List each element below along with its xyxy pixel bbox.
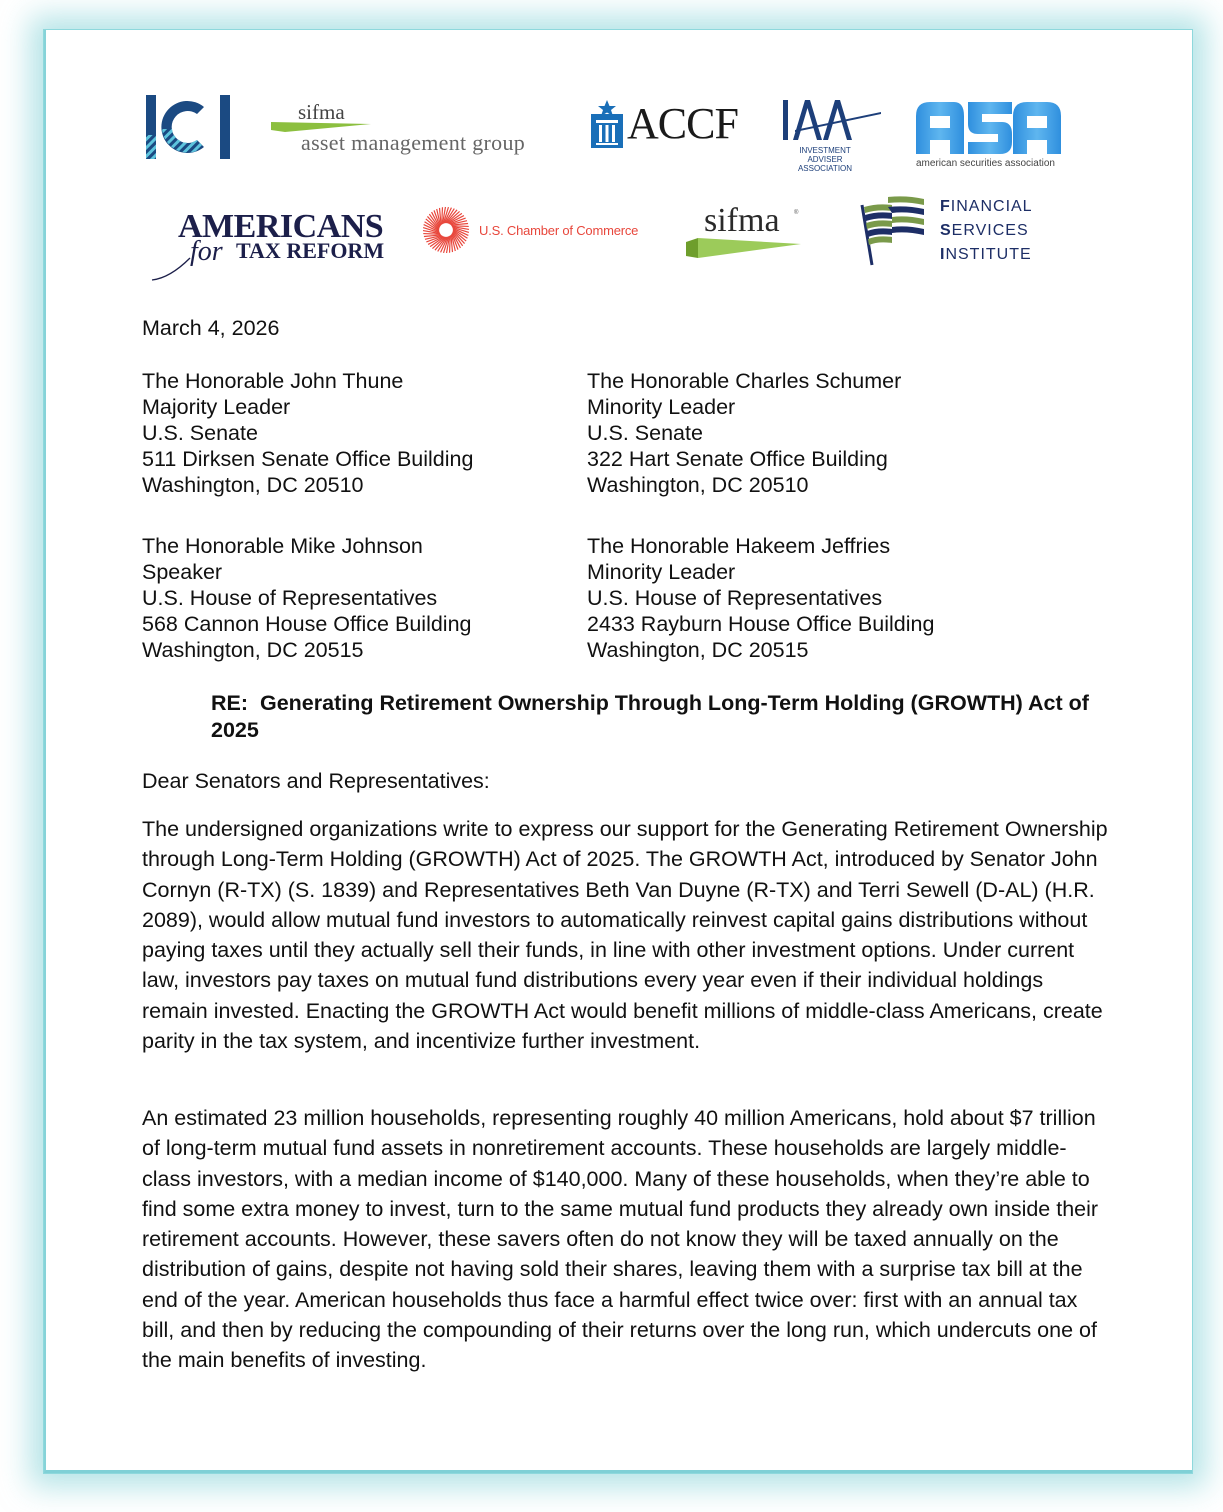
fsi-logo xyxy=(858,195,1033,267)
salutation: Dear Senators and Representatives: xyxy=(142,769,490,793)
addressee-block: The Honorable Hakeem Jeffries Minority Leader U.S. House of Representatives 2433 Rayburn House Office Building Washington, DC 20515 xyxy=(587,534,935,662)
flag-icon xyxy=(858,195,930,267)
letter-date: March 4, 2026 xyxy=(142,316,280,340)
body-paragraph: The undersigned organizations write to express our support for the Generating Retirement Ownership through Long-Term Holding (GROWTH) Act of 2025. The GROWTH Act, introduced by Senator John Cornyn (R-TX) (S. 1839) and Representatives Beth Van Duyne (R-TX) and Terri Sewell (D-AL) (H.R. 2089), would allow mutual fund investors to automatically reinvest capital gains distributions without paying taxes until they actually sell their funds, in line with other investment options. Under current law, investors pay taxes on mutual fund distributions every year even if their individual holdings remain invested. Enacting the GROWTH Act would benefit millions of middle-class Americans, create parity in the tax system, and incentivize further investment. xyxy=(142,817,1108,1054)
addressee-block: The Honorable Mike Johnson Speaker U.S. House of Representatives 568 Cannon House Office Building Washington, DC 20515 xyxy=(142,534,472,662)
addressee-block: The Honorable John Thune Majority Leader U.S. Senate 511 Dirksen Senate Office Building Washington, DC 20510 xyxy=(142,369,474,497)
ici-logo xyxy=(146,95,230,159)
fsi-line-1: FINANCIAL xyxy=(940,198,1033,215)
iaa-mark-icon xyxy=(783,98,883,146)
addressee-block: The Honorable Charles Schumer Minority Leader U.S. Senate 322 Hart Senate Office Building Washington, DC 20510 xyxy=(587,369,902,497)
subject-line: RE: Generating Retirement Ownership Through Long-Term Holding (GROWTH) Act of 2025 xyxy=(211,691,1095,742)
asa-logo: american securities association xyxy=(916,102,1061,172)
us-chamber-logo: U.S. Chamber of Commerce xyxy=(421,205,638,255)
asa-mark-icon xyxy=(916,102,1061,154)
capitol-column-icon xyxy=(591,100,623,148)
sifma-wedge-icon xyxy=(686,234,801,258)
iaa-logo: INVESTMENT ADVISER ASSOCIATION xyxy=(783,98,883,168)
body-paragraph: An estimated 23 million households, representing roughly 40 million Americans, hold about $7 trillion of long-term mutual fund assets in nonretirement accounts. These households are largely middle-class investors, with a median income of $140,000. Many of these households, when they’re able to find some extra money to invest, turn to the same mutual fund products they already own inside their retirement accounts. However, these savers often do not know they will be taxed annually on the distribution of gains, despite not having sold their shares, leaving them with a surprise tax bill at the end of the year. American households thus face a harmful effect twice over: first with an annual tax bill, and then by reducing the compounding of their returns over the long run, which undercuts one of the main benefits of investing. xyxy=(142,1106,1099,1373)
sifma-logo: sifma ® xyxy=(686,202,801,262)
chamber-burst-icon xyxy=(421,205,471,255)
letter-page: sifma asset management group ACCF INVESTMENT ADVISER ASSOCIATION american securities association AMERICANS for TAX REFORM U.S. Chamber of Commerce sifma ® FINANCIAL SERVICES INSTITUTE March 4, 2026 The Honorable John Thune Majority Leader U.S. Senate 511 Dirksen Senate Office Building Washington, DC 20510 The Honorable Charles Schumer Minority Leader U.S. Senate 322 Hart Senate Office Building Washington, DC 20510 The Honorable Mike Johnson Speaker U.S. House of Representatives 568 Cannon House Office Building Washington, DC 20515 The Honorable Hakeem Jeffries Minority Leader U.S. House of Representatives 2433 Rayburn House Office Building Washington, DC 20515 RE: Generating Retirement Ownership Through Long-Term Holding (GROWTH) Act of 2025 Dear Senators and Representatives: The undersigned organizations write to express our support for the Generating Retirement Ownership through Long-Term Holding (GROWTH) Act of 2025. The GROWTH Act, introduced by Senator John Cornyn (R-TX) (S. 1839) and Representatives Beth Van Duyne (R-TX) and Terri Sewell (D-AL) (H.R. 2089), would allow mutual fund investors to automatically reinvest capital gains distributions without paying taxes until they actually sell their funds, in line with other investment options. Under current law, investors pay taxes on mutual fund distributions every year even if their individual holdings remain invested. Enacting the GROWTH Act would benefit millions of middle-class Americans, create parity in the tax system, and incentivize further investment. An estimated 23 million households, representing roughly 40 million Americans, hold about $7 trillion of long-term mutual fund assets in nonretirement accounts. These households are largely middle-class investors, with a median income of $140,000. Many of these households, when they’re able to find some extra money to invest, turn to the same mutual fund products they already own inside their retirement accounts. However, these savers often do not know they will be taxed annually on the distribution of gains, despite not having sold their shares, leaving them with a surprise tax bill at the end of the year. American households thus face a harmful effect twice over: first with an annual tax bill, and then by reducing the compounding of their returns over the long run, which undercuts one of the main benefits of investing. xyxy=(44,30,1192,1473)
accf-logo: ACCF xyxy=(591,98,738,149)
atr-logo: AMERICANS for TAX REFORM xyxy=(150,208,390,278)
fsi-line-3: INSTITUTE xyxy=(940,246,1032,263)
fsi-line-2: SERVICES xyxy=(940,222,1029,239)
ici-logo-icon xyxy=(146,95,230,159)
script-swash-icon xyxy=(150,252,210,282)
